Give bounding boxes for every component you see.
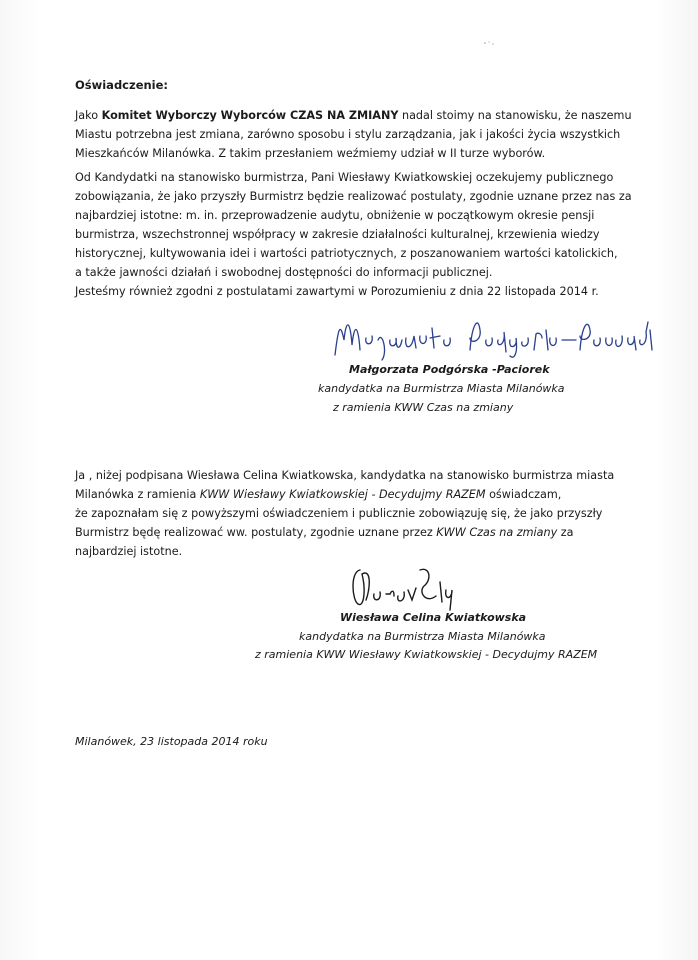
paragraph-line: Mieszkańców Milanówka. Z takim przesłaniem weźmiemy udział w II turze wyborów. [75,147,546,160]
signatory-affiliation: z ramienia KWW Wiesławy Kwiatkowskiej - Decydujmy RAZEM [255,648,598,661]
paragraph-line [75,106,632,125]
paragraph-line: burmistrza, wszechstronnej współpracy w zakresie działalności kulturalnej, krzewienia wiedzy [75,228,600,241]
paragraph-line [75,523,614,542]
signatory-affiliation: z ramienia KWW Czas na zmiany [333,401,514,414]
text-run: nadal stoimy na stanowisku, że naszemu [398,109,632,122]
text-run: za [557,526,574,539]
signatory-role: kandydatka na Burmistrza Miasta Milanówka [299,630,546,643]
committee-name: Komitet Wyborczy Wyborców CZAS NA ZMIANY [101,109,399,122]
scan-speck [480,38,500,48]
paragraph-line: historycznej, kultywowania idei i wartości patriotycznych, z poszanowaniem wartości katolickich, [75,247,618,260]
committee-name: KWW Czas na zmiany [436,526,558,539]
paragraph-committee-statement [75,106,632,163]
signatory-name: Wiesława Celina Kwiatkowska [340,611,527,624]
text-run: Milanówka z ramienia [75,488,200,501]
paragraph-line: najbardziej istotne. [75,545,183,558]
statement-heading: Oświadczenie: [75,78,169,92]
paragraph-line: najbardziej istotne: m. in. przeprowadzenie audytu, obniżenie w początkowym okresie pensji [75,209,595,222]
text-run: oświadczam, [485,488,562,501]
paragraph-line [75,485,614,504]
paragraph-line: Jesteśmy również zgodni z postulatami zawartymi w Porozumieniu z dnia 22 listopada 2014 r. [75,285,599,298]
paragraph-line: Od Kandydatki na stanowisko burmistrza, Pani Wiesławy Kwiatkowskiej oczekujemy publicznego [75,171,614,184]
handwritten-signature-podgorska [330,310,660,370]
text-run: Burmistrz będę realizować ww. postulaty, zgodnie uznane przez [75,526,437,539]
paragraph-line: Ja , niżej podpisana Wiesława Celina Kwiatkowska, kandydatka na stanowisko burmistrza miasta [75,469,615,482]
handwritten-signature-kwiatkowska [340,560,470,615]
signatory-name: Małgorzata Podgórska -Paciorek [349,363,550,376]
paragraph-line: Miastu potrzebna jest zmiana, zarówno sposobu i stylu zarządzania, jak i jakości życia wszystkich [75,128,621,141]
committee-name: KWW Wiesławy Kwiatkowskiej - Decydujmy RAZEM [199,488,486,501]
place-and-date: Milanówek, 23 listopada 2014 roku [75,735,268,748]
paragraph-expectations [75,168,632,301]
paragraph-candidate-declaration [75,466,614,561]
paragraph-line: że zapoznałam się z powyższymi oświadczeniem i publicznie zobowiązuję się, że jako przyszły [75,507,603,520]
paragraph-line: a także jawności działań i swobodnej dostępności do informacji publicznej. [75,266,493,279]
signatory-role: kandydatka na Burmistrza Miasta Milanówka [318,382,565,395]
text-run: Jako [75,109,102,122]
paragraph-line: zobowiązania, że jako przyszły Burmistrz będzie realizować postulaty, zgodnie uznane przez nas za [75,190,632,203]
